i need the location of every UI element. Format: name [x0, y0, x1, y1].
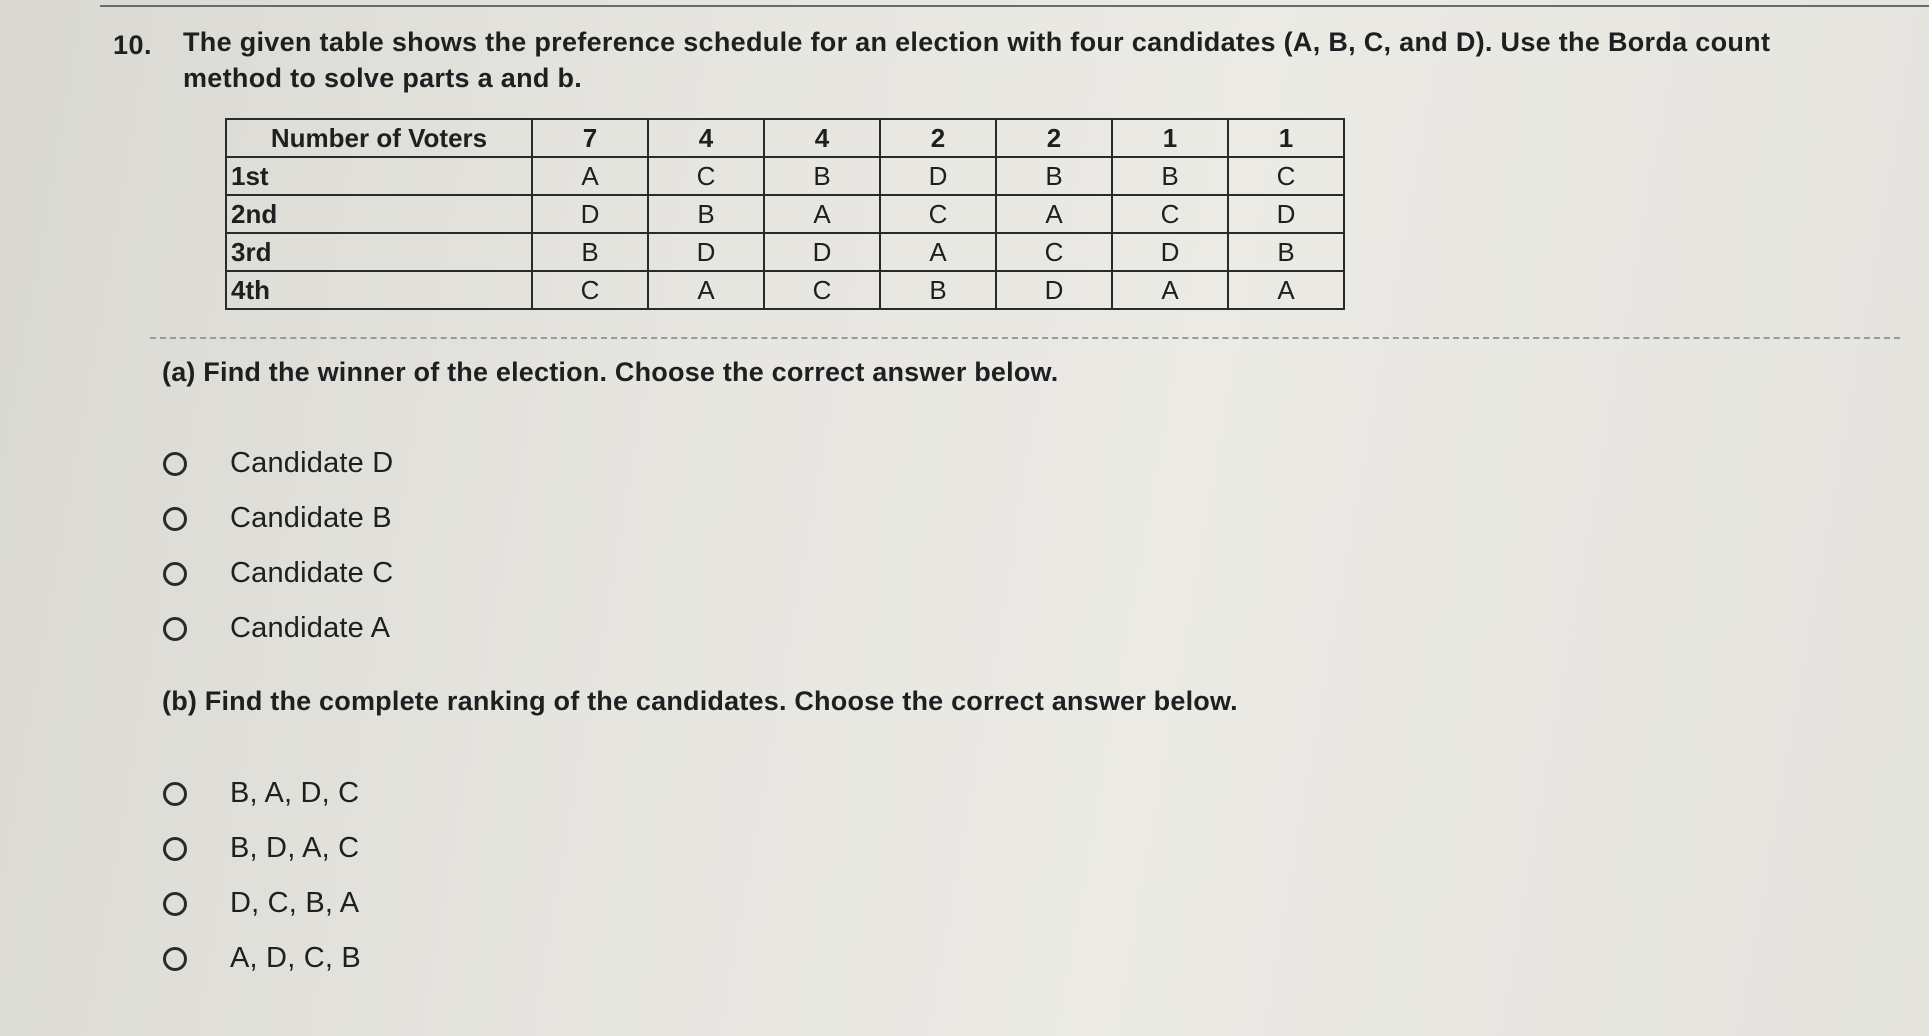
voters-count: 4 — [648, 119, 764, 157]
rank-cell: C — [1112, 195, 1228, 233]
rank-label: 3rd — [226, 233, 532, 271]
part-b-prompt: (b) Find the complete ranking of the candidates. Choose the correct answer below. — [162, 686, 1238, 716]
rank-label: 4th — [226, 271, 532, 309]
top-divider — [100, 5, 1929, 7]
question-prompt — [183, 24, 1883, 96]
question-prompt-line-1: The given table shows the preference schedule for an election with four candidates (A, B, C, and D). Use the Borda count — [183, 27, 1771, 57]
voters-count: 2 — [880, 119, 996, 157]
option-label: A, D, C, B — [230, 942, 361, 974]
part-a-option-candidate-c[interactable] — [163, 546, 393, 601]
voters-count: 1 — [1228, 119, 1344, 157]
section-divider — [150, 337, 1900, 339]
voters-count: 1 — [1112, 119, 1228, 157]
rank-cell: D — [648, 233, 764, 271]
rank-cell: A — [532, 157, 648, 195]
option-label: Candidate B — [230, 502, 392, 534]
part-a-option-candidate-b[interactable] — [163, 491, 393, 546]
part-b-option-3[interactable] — [163, 876, 361, 931]
rank-cell: A — [764, 195, 880, 233]
part-b-option-2[interactable] — [163, 821, 361, 876]
option-label: B, A, D, C — [230, 777, 360, 809]
voters-header-label: Number of Voters — [226, 119, 532, 157]
rank-cell: C — [532, 271, 648, 309]
rank-row-2nd — [226, 195, 1344, 233]
rank-cell: B — [1112, 157, 1228, 195]
rank-cell: A — [880, 233, 996, 271]
rank-cell: B — [996, 157, 1112, 195]
option-label: B, D, A, C — [230, 832, 360, 864]
preference-schedule-table — [225, 118, 1345, 310]
part-b-option-4[interactable] — [163, 931, 361, 986]
rank-label: 1st — [226, 157, 532, 195]
rank-row-4th — [226, 271, 1344, 309]
rank-cell: D — [996, 271, 1112, 309]
radio-button[interactable] — [163, 892, 187, 916]
part-a-option-candidate-a[interactable] — [163, 601, 393, 656]
radio-button[interactable] — [163, 617, 187, 641]
rank-cell: B — [880, 271, 996, 309]
rank-cell: C — [764, 271, 880, 309]
rank-cell: A — [1112, 271, 1228, 309]
rank-label: 2nd — [226, 195, 532, 233]
option-label: Candidate D — [230, 447, 394, 479]
rank-cell: A — [1228, 271, 1344, 309]
rank-cell: C — [648, 157, 764, 195]
rank-cell: D — [532, 195, 648, 233]
part-b-option-1[interactable] — [163, 766, 361, 821]
part-a-option-candidate-d[interactable] — [163, 436, 393, 491]
radio-button[interactable] — [163, 947, 187, 971]
option-label: D, C, B, A — [230, 887, 360, 919]
rank-cell: B — [764, 157, 880, 195]
voters-row — [226, 119, 1344, 157]
voters-count: 7 — [532, 119, 648, 157]
part-b-options — [163, 766, 361, 986]
radio-button[interactable] — [163, 562, 187, 586]
rank-cell: D — [880, 157, 996, 195]
rank-row-1st — [226, 157, 1344, 195]
rank-cell: C — [1228, 157, 1344, 195]
radio-button[interactable] — [163, 452, 187, 476]
rank-cell: D — [1228, 195, 1344, 233]
voters-count: 2 — [996, 119, 1112, 157]
rank-cell: D — [764, 233, 880, 271]
rank-row-3rd — [226, 233, 1344, 271]
part-a-prompt: (a) Find the winner of the election. Choose the correct answer below. — [162, 357, 1059, 387]
rank-cell: B — [648, 195, 764, 233]
radio-button[interactable] — [163, 782, 187, 806]
option-label: Candidate A — [230, 612, 391, 644]
part-a-options — [163, 436, 393, 656]
rank-cell: C — [996, 233, 1112, 271]
rank-cell: D — [1112, 233, 1228, 271]
rank-cell: C — [880, 195, 996, 233]
voters-count: 4 — [764, 119, 880, 157]
question-prompt-line-2: method to solve parts a and b. — [183, 63, 583, 93]
rank-cell: B — [532, 233, 648, 271]
rank-cell: A — [648, 271, 764, 309]
radio-button[interactable] — [163, 507, 187, 531]
radio-button[interactable] — [163, 837, 187, 861]
rank-cell: B — [1228, 233, 1344, 271]
option-label: Candidate C — [230, 557, 394, 589]
rank-cell: A — [996, 195, 1112, 233]
question-number: 10. — [113, 30, 153, 60]
